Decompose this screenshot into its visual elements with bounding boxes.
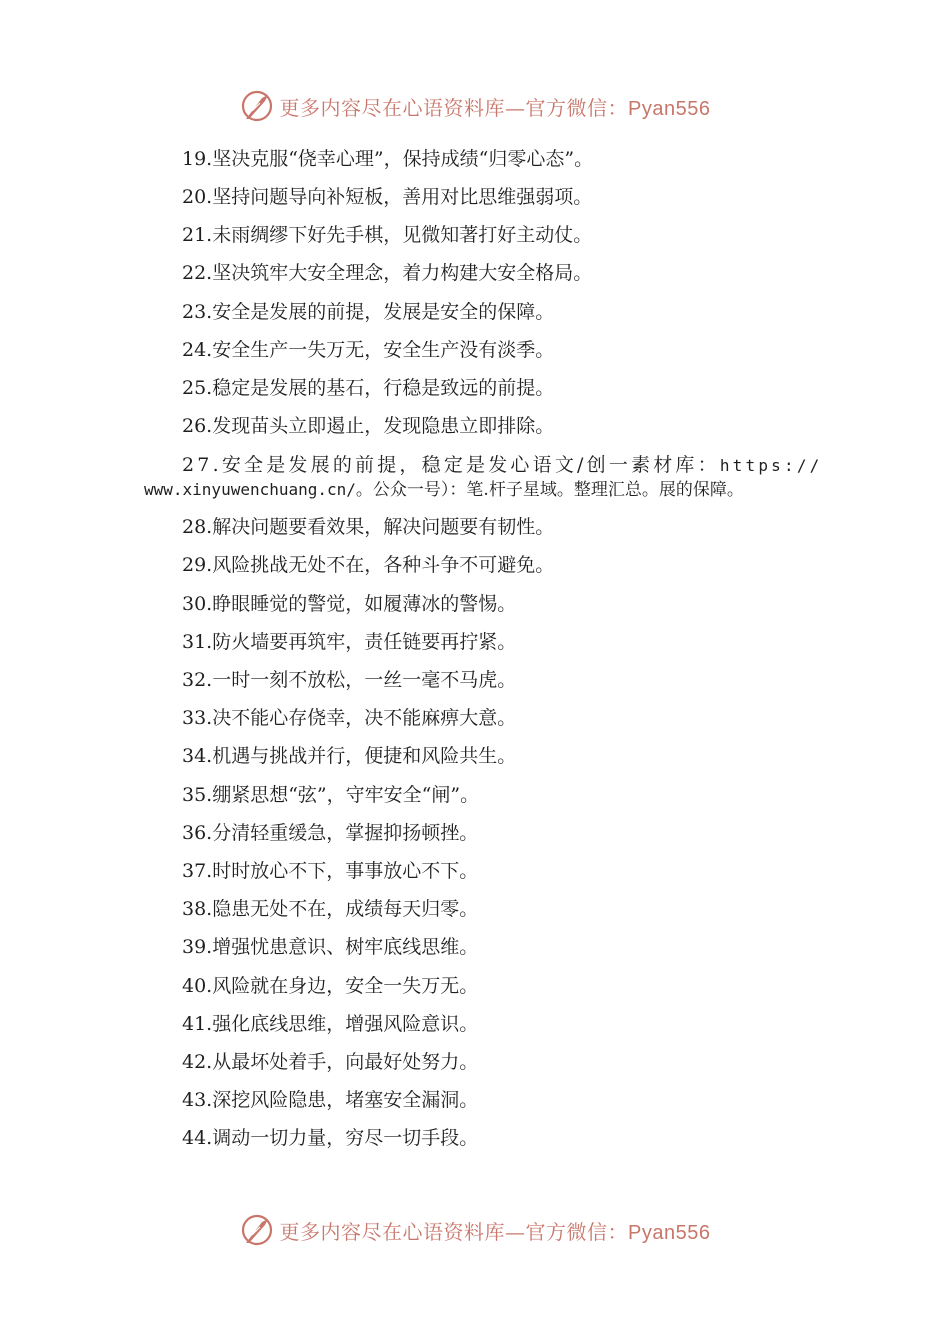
list-item: 39.增强忧患意识、树牢底线思维。 [182,936,479,958]
list-item: 19.坚决克服“侥幸心理”，保持成绩“归零心态”。 [182,148,594,170]
list-item: 41.强化底线思维，增强风险意识。 [182,1013,479,1035]
list-item: 28.解决问题要看效果，解决问题要有韧性。 [182,516,555,538]
item-27-line-1: 27.安全是发展的前提，稳定是发心语文/创一素材库：https:// [182,454,823,476]
list-item: 26.发现苗头立即遏止，发现隐患立即排除。 [182,415,555,437]
banner-text: 更多内容尽在心语资料库—官方微信：Pyan556 [279,1219,711,1244]
list-item: 36.分清轻重缓急，掌握抑扬顿挫。 [182,822,479,844]
list-item: 22.坚决筑牢大安全理念，着力构建大安全格局。 [182,262,593,284]
list-item: 44.调动一切力量，穷尽一切手段。 [182,1127,479,1149]
banner-text: 更多内容尽在心语资料库—官方微信：Pyan556 [279,95,711,120]
list-item: 37.时时放心不下，事事放心不下。 [182,860,479,882]
list-item: 20.坚持问题导向补短板，善用对比思维强弱项。 [182,186,593,208]
list-item: 42.从最坏处着手，向最好处努力。 [182,1051,479,1073]
list-item: 35.绷紧思想“弦”，守牢安全“闸”。 [182,784,480,806]
list-item-27 [144,453,823,502]
quill-logo-icon [240,89,274,123]
list-item: 23.安全是发展的前提，发展是安全的保障。 [182,301,555,323]
list-item: 32.一时一刻不放松，一丝一毫不马虎。 [182,669,517,691]
list-item: 25.稳定是发展的基石，行稳是致远的前提。 [182,377,555,399]
wechat-id: Pyan556 [628,1221,711,1244]
header-banner [0,84,950,128]
item-27-line-2: www.xinyuwenchuang.cn/。公众一号）：笔.杆子星域。整理汇总。展的保障。 [144,480,744,500]
footer-banner [0,1208,950,1252]
list-item: 38.隐患无处不在，成绩每天归零。 [182,898,479,920]
wechat-id: Pyan556 [628,97,711,120]
list-item: 40.风险就在身边，安全一失万无。 [182,975,479,997]
list-item: 29.风险挑战无处不在，各种斗争不可避免。 [182,554,555,576]
list-item: 33.决不能心存侥幸，决不能麻痹大意。 [182,707,517,729]
list-item: 30.睁眼睡觉的警觉，如履薄冰的警惕。 [182,593,517,615]
list-item: 43.深挖风险隐患，堵塞安全漏洞。 [182,1089,479,1111]
list-item: 24.安全生产一失万无，安全生产没有淡季。 [182,339,555,361]
item-27-url-part-1: https:// [719,456,823,475]
list-item: 31.防火墙要再筑牢，责任链要再拧紧。 [182,631,517,653]
item-27-url-part-2: www.xinyuwenchuang.cn/ [144,480,356,499]
list-item: 21.未雨绸缪下好先手棋，见微知著打好主动仗。 [182,224,593,246]
quill-logo-icon [240,1213,274,1247]
list-item: 34.机遇与挑战并行，便捷和风险共生。 [182,745,517,767]
